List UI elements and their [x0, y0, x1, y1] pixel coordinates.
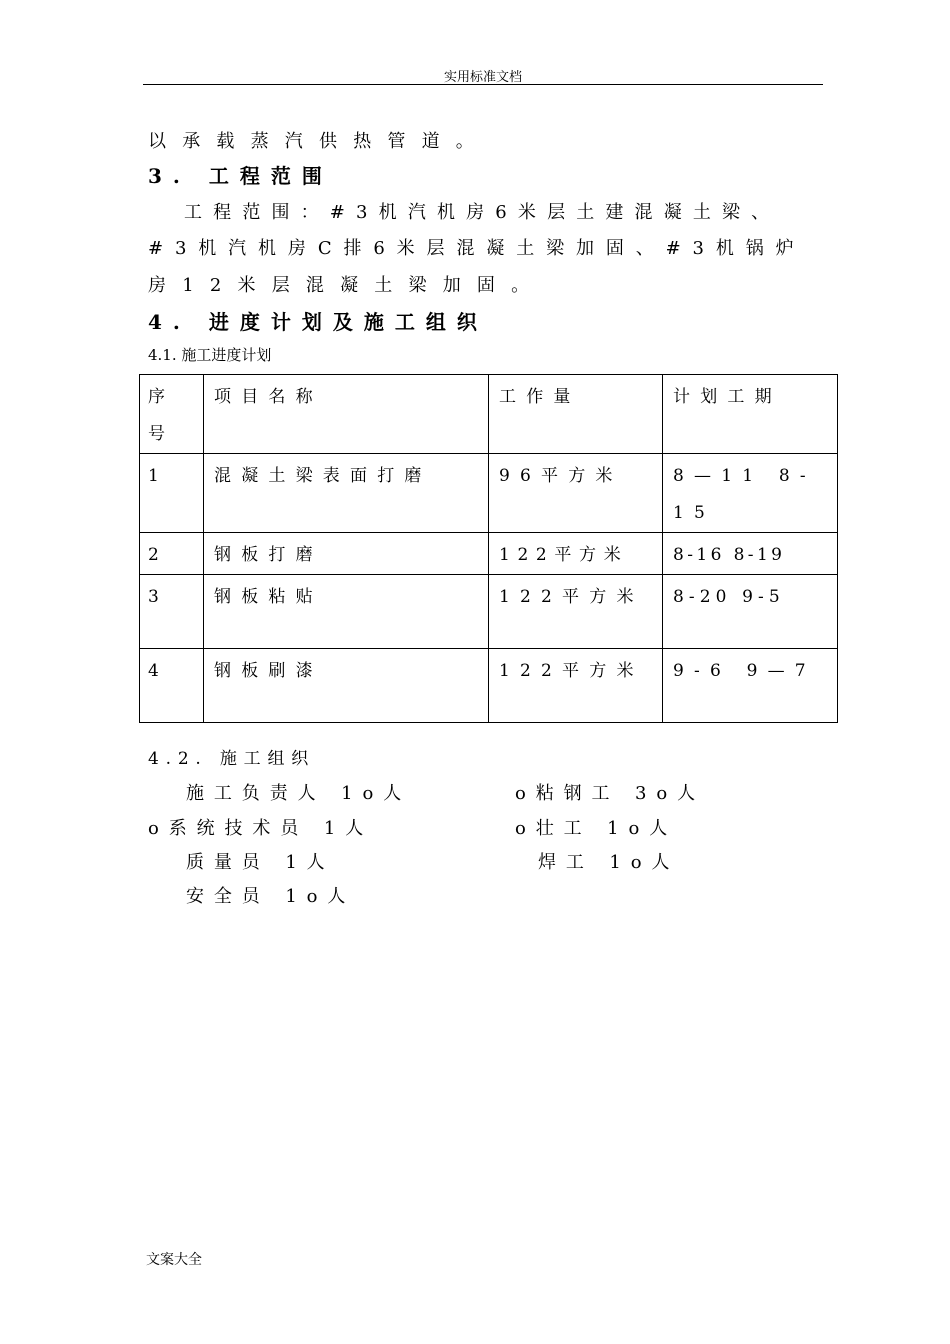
subsection-4-1: 4.1. 施工进度计划 [148, 346, 272, 364]
page-footer: 文案大全 [146, 1252, 202, 1268]
staff-steel-bonding: o粘钢工 3o人 [515, 783, 706, 804]
staff-technician: o系统技术员 1人 [148, 818, 374, 839]
schedule-table [139, 374, 838, 723]
staff-labor: o壮工 1o人 [515, 818, 678, 839]
cell-workload: 122平方米 [489, 575, 663, 649]
scope-line-3: 房12米层混凝土梁加固。 [148, 275, 546, 296]
header-cell-workload: 工作量 [489, 375, 663, 454]
table-row [140, 454, 838, 533]
text-line-continuation: 以承载蒸汽供热管道。 [148, 131, 490, 152]
cell-item: 钢板打磨 [204, 533, 489, 575]
cell-period: 8—11 8-15 [663, 454, 838, 533]
cell-seq: 1 [140, 454, 204, 533]
header-cell-item: 项目名称 [204, 375, 489, 454]
scope-line-1: 工程范围：#3机汽机房6米层土建混凝土梁、 [184, 202, 781, 223]
table-row [140, 533, 838, 575]
cell-workload: 122平方米 [489, 649, 663, 723]
cell-workload: 96平方米 [489, 454, 663, 533]
scope-line-2: #3机汽机房C排6米层混凝土梁加固、#3机锅炉 [148, 238, 806, 259]
cell-workload: 122平方米 [489, 533, 663, 575]
staff-safety: 安全员 1o人 [186, 886, 356, 907]
section-4-heading: 4. 进度计划及施工组织 [148, 310, 488, 334]
cell-seq: 3 [140, 575, 204, 649]
cell-item: 混凝土梁表面打磨 [204, 454, 489, 533]
cell-period: 8-20 9-5 [663, 575, 838, 649]
page-header: 实用标准文档 [443, 70, 522, 85]
staff-quality: 质量员 1人 [186, 852, 335, 873]
table-header-row [140, 375, 838, 454]
cell-period: 8-16 8-19 [663, 533, 838, 575]
table-row [140, 649, 838, 723]
cell-item: 钢板粘贴 [204, 575, 489, 649]
header-rule [143, 84, 823, 85]
subsection-4-2: 4.2. 施工组织 [148, 749, 316, 769]
header-cell-seq: 序号 [140, 375, 204, 454]
staff-project-lead: 施工负责人 1o人 [186, 783, 412, 804]
cell-seq: 2 [140, 533, 204, 575]
table-row [140, 575, 838, 649]
section-3-heading: 3. 工程范围 [148, 164, 333, 188]
header-cell-schedule: 计划工期 [663, 375, 838, 454]
staff-welder: 焊工 1o人 [538, 852, 680, 873]
cell-seq: 4 [140, 649, 204, 723]
cell-item: 钢板刷漆 [204, 649, 489, 723]
cell-period: 9-6 9—7 [663, 649, 838, 723]
